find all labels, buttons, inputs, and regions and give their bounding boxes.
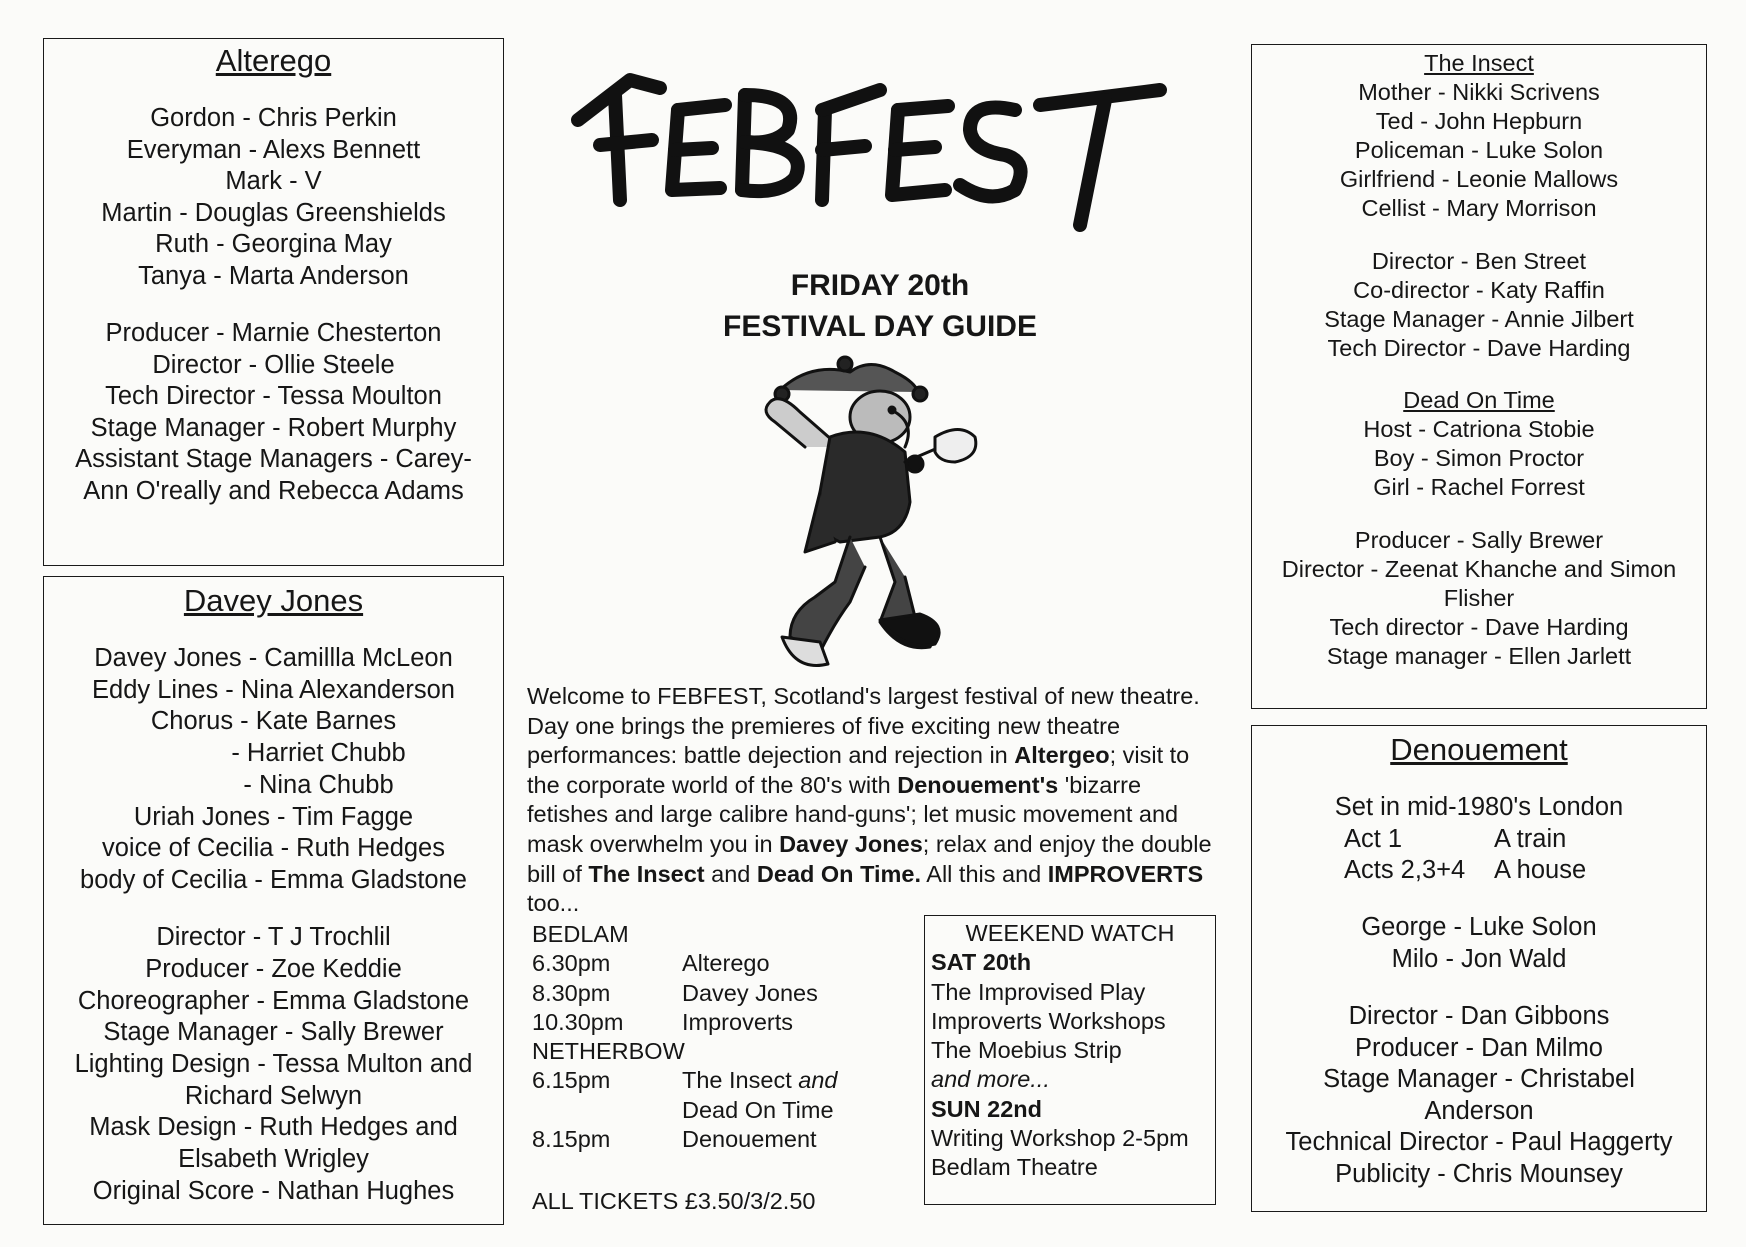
crew-line: Richard Selwyn [184, 1081, 363, 1110]
crew-line: Stage Manager - Sally Brewer [103, 1018, 444, 1047]
tickets-line: ALL TICKETS £3.50/3/2.50 [532, 1188, 816, 1214]
cast-line: Mark - V [225, 167, 322, 196]
welcome-text: ; visit to the corporate world of the 80's with [527, 742, 1190, 798]
cast-line: Martin - Douglas Greenshields [101, 198, 446, 227]
crew-line: Lighting Design - Tessa Multon and [74, 1049, 473, 1078]
venue-netherbow: NETHERBOW [532, 1038, 685, 1065]
crew-line: Producer - Sally Brewer [1354, 526, 1604, 553]
crew-line: Assistant Stage Managers - Carey- [75, 445, 472, 474]
crew-line: Stage Manager - Christabel [1323, 1065, 1635, 1094]
slot-and: and [798, 1067, 838, 1094]
davey-jones-box [43, 576, 504, 1225]
weekend-day: SAT 20th [931, 949, 1032, 976]
crew-line: Elsabeth Wrigley [178, 1145, 369, 1174]
crew-line: Stage Manager - Robert Murphy [90, 413, 457, 442]
crew-line: Co-director - Katy Raffin [1353, 276, 1605, 303]
alterego-title: Alterego [215, 43, 332, 78]
crew-line: Producer - Marnie Chesterton [105, 319, 442, 348]
cast-line: Cellist - Mary Morrison [1361, 195, 1597, 221]
slot-show-a: The Insect [682, 1067, 799, 1094]
cast-line: Boy - Simon Proctor [1373, 445, 1585, 471]
schedule-row [532, 1066, 912, 1125]
welcome-bold: Dead On Time. [756, 860, 922, 887]
cast-line: Mother - Nikki Scrivens [1358, 79, 1600, 105]
cast-line: Milo - Jon Wald [1391, 944, 1567, 973]
crew-line: Ann O'really and Rebecca Adams [83, 477, 464, 506]
weekend-item: The Moebius Strip [931, 1037, 1122, 1064]
crew-line: Technical Director - Paul Haggerty [1285, 1128, 1673, 1157]
cast-line: Policeman - Luke Solon [1354, 137, 1604, 163]
cast-line: body of Cecilia - Emma Gladstone [80, 865, 467, 894]
crew-line: Tech Director - Tessa Moulton [105, 382, 442, 411]
day-line: FRIDAY 20th [790, 269, 970, 302]
welcome-bold: IMPROVERTS [1047, 860, 1204, 887]
cast-line: Host - Catriona Stobie [1363, 416, 1595, 442]
crew-line: Tech director - Dave Harding [1329, 613, 1629, 640]
jester-illustration [720, 352, 1000, 677]
slot-show: Davey Jones [682, 979, 818, 1006]
cast-line: voice of Cecilia - Ruth Hedges [102, 834, 445, 863]
crew-line: Original Score - Nathan Hughes [92, 1176, 455, 1205]
guide-line: FESTIVAL DAY GUIDE [723, 310, 1037, 343]
slot-time: 8.15pm [532, 1126, 611, 1153]
alterego-box [43, 38, 504, 566]
cast-line: Ruth - Georgina May [155, 230, 392, 259]
cast-line: - Harriet Chubb [231, 739, 406, 768]
schedule-row [532, 1125, 912, 1154]
crew-line: Choreographer - Emma Gladstone [77, 986, 470, 1015]
act-label: Acts 2,3+4 [1344, 856, 1466, 885]
slot-time: 6.15pm [532, 1067, 611, 1094]
slot-show: Denouement [682, 1126, 817, 1153]
act-label: Act 1 [1344, 824, 1403, 853]
slot-show: Alterego [682, 950, 770, 977]
weekend-day: SUN 22nd [931, 1095, 1042, 1122]
crew-line: Director - Dan Gibbons [1348, 1001, 1610, 1030]
crew-line: Director - Ben Street [1371, 247, 1587, 274]
act-place: A house [1494, 856, 1587, 885]
cast-line: Eddy Lines - Nina Alexanderson [92, 675, 455, 704]
cast-line: Everyman - Alexs Bennett [126, 135, 421, 164]
welcome-text: ; relax and enjoy the double bill of [527, 830, 1212, 887]
welcome-bold: Davey Jones [779, 830, 923, 857]
cast-line: George - Luke Solon [1361, 913, 1597, 942]
crew-line: Director - Zeenat Khanche and Simon [1281, 555, 1677, 582]
insect-box [1251, 44, 1707, 709]
act-place: A train [1494, 824, 1567, 853]
davey-jones-title: Davey Jones [183, 583, 364, 618]
weekend-item: The Improvised Play [931, 978, 1146, 1005]
weekend-item: Bedlam Theatre [931, 1154, 1098, 1181]
cast-line: - Nina Chubb [243, 770, 394, 799]
crew-line: Producer - Zoe Keddie [145, 954, 402, 983]
schedule-row [532, 979, 912, 1008]
weekend-more: and more... [931, 1066, 1050, 1093]
crew-line: Director - Ollie Steele [152, 350, 395, 379]
schedule-row [532, 949, 912, 978]
slot-show-b: Dead On Time [682, 1096, 834, 1123]
crew-line: Stage manager - Ellen Jarlett [1326, 642, 1632, 669]
welcome-bold: Denouement's [897, 771, 1059, 798]
slot-time: 10.30pm [532, 1008, 624, 1035]
welcome-text: too... [527, 890, 580, 917]
cast-line: Ted - John Hepburn [1375, 108, 1583, 134]
crew-line: Anderson [1424, 1096, 1534, 1125]
welcome-bold: The Insect [588, 860, 705, 887]
venue-bedlam: BEDLAM [532, 921, 629, 947]
denouement-title: Denouement [1390, 732, 1568, 767]
crew-line: Flisher [1443, 584, 1515, 611]
day-heading [640, 265, 1120, 347]
weekend-title: WEEKEND WATCH [965, 920, 1175, 946]
schedule-row [532, 1008, 912, 1037]
cast-line: Tanya - Marta Anderson [138, 261, 409, 290]
cast-line: Girl - Rachel Forrest [1373, 474, 1585, 500]
crew-line: Tech Director - Dave Harding [1327, 334, 1631, 361]
slot-time: 8.30pm [532, 979, 611, 1006]
welcome-text: and [704, 860, 757, 887]
cast-line: Girlfriend - Leonie Mallows [1339, 166, 1619, 192]
dead-on-time-title: Dead On Time [1403, 387, 1555, 413]
slot-time: 6.30pm [532, 950, 611, 977]
crew-line: Mask Design - Ruth Hedges and [89, 1113, 458, 1142]
weekend-watch-box [924, 915, 1216, 1205]
welcome-text: All this and [921, 860, 1048, 887]
weekend-item: Writing Workshop 2-5pm [931, 1125, 1189, 1152]
denouement-box [1251, 725, 1707, 1212]
crew-line: Director - T J Trochlil [156, 923, 391, 952]
cast-line: Chorus - Kate Barnes [150, 707, 397, 736]
insect-title: The Insect [1424, 50, 1534, 76]
welcome-bold: Altergeo [1014, 742, 1110, 769]
cast-line: Uriah Jones - Tim Fagge [133, 802, 414, 831]
schedule [532, 920, 912, 1154]
slot-show: Improverts [682, 1008, 793, 1035]
slot-show [682, 1066, 912, 1125]
crew-line: Stage Manager - Annie Jilbert [1324, 305, 1634, 332]
crew-line: Publicity - Chris Mounsey [1335, 1159, 1623, 1188]
weekend-item: Improverts Workshops [931, 1007, 1166, 1034]
crew-line: Producer - Dan Milmo [1355, 1033, 1603, 1062]
welcome-text: 'bizarre fetishes and large calibre hand-guns'; let music movement and mask overwhelm you in [527, 771, 1179, 857]
welcome-paragraph [527, 682, 1227, 919]
cast-line: Gordon - Chris Perkin [150, 104, 397, 132]
setting-line: Set in mid-1980's London [1334, 793, 1624, 821]
welcome-text: Welcome to FEBFEST, Scotland's largest festival of new theatre. Day one brings the premieres of five exciting new theatre performances: battle dejection and rejection in [527, 683, 1200, 769]
cast-line: Davey Jones - Camillla McLeon [94, 644, 453, 672]
febfest-logo [560, 50, 1200, 240]
